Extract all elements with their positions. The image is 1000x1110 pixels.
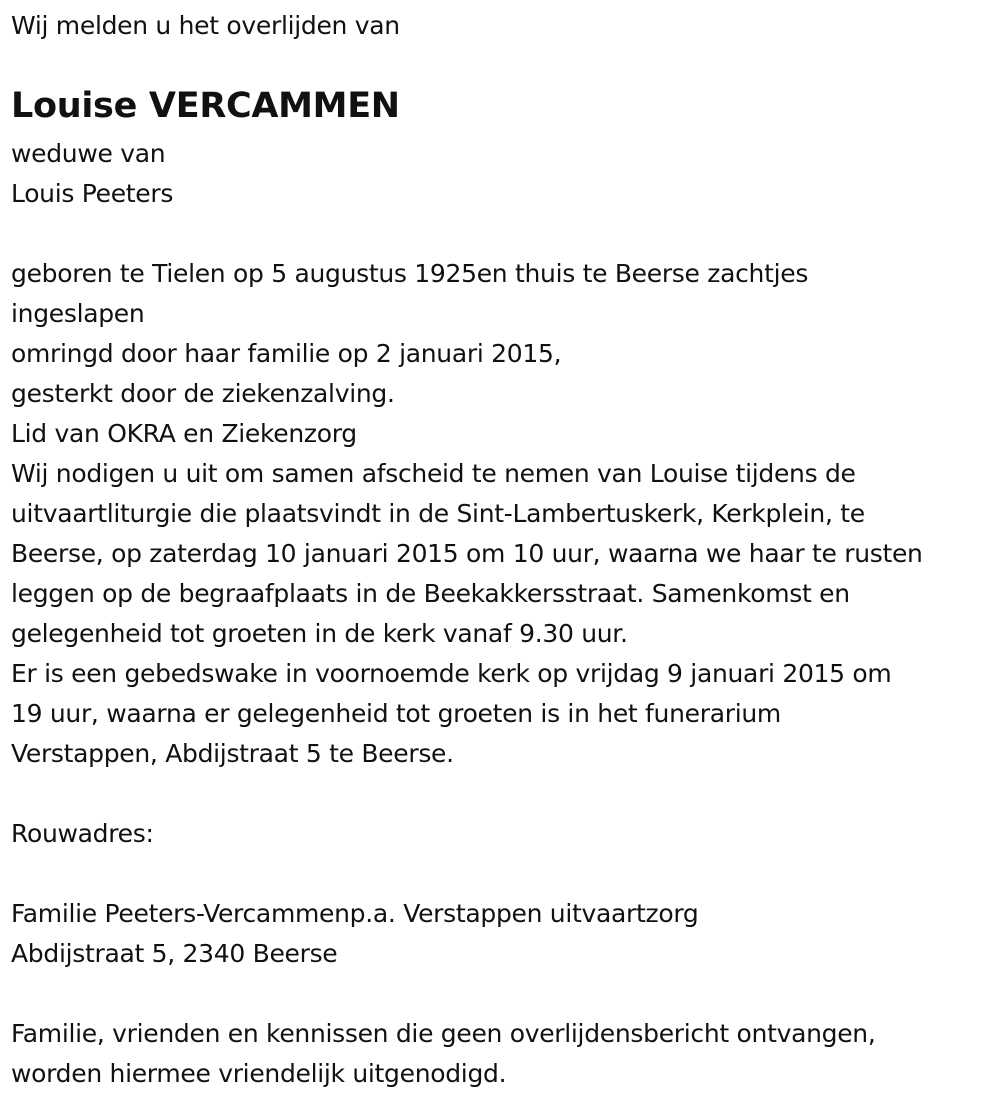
spouse-line: weduwe van xyxy=(11,139,166,168)
body-line: Er is een gebedswake in voornoemde kerk op vrijdag 9 januari 2015 om xyxy=(11,659,892,688)
closing-line: Familie, vrienden en kennissen die geen overlijdensbericht ontvangen, xyxy=(11,1019,876,1048)
spouse-block xyxy=(11,134,173,214)
body-line: ingeslapen xyxy=(11,299,145,328)
spouse-line: Louis Peeters xyxy=(11,179,174,208)
address-line: Abdijstraat 5, 2340 Beerse xyxy=(11,939,338,968)
closing-line: worden hiermee vriendelijk uitgenodigd. xyxy=(11,1059,507,1088)
body-line: geboren te Tielen op 5 augustus 1925en thuis te Beerse zachtjes xyxy=(11,259,809,288)
body-line: 19 uur, waarna er gelegenheid tot groeten is in het funerarium xyxy=(11,699,781,728)
body-line: gelegenheid tot groeten in de kerk vanaf 9.30 uur. xyxy=(11,619,628,648)
body-line: Wij nodigen u uit om samen afscheid te nemen van Louise tijdens de xyxy=(11,459,856,488)
address-line: Familie Peeters-Vercammenp.a. Verstappen uitvaartzorg xyxy=(11,899,699,928)
body-line: Beerse, op zaterdag 10 januari 2015 om 10 uur, waarna we haar te rusten xyxy=(11,539,923,568)
closing-text xyxy=(11,1014,875,1094)
body-line: Verstappen, Abdijstraat 5 te Beerse. xyxy=(11,739,454,768)
body-line: gesterkt door de ziekenzalving. xyxy=(11,379,395,408)
address-label: Rouwadres: xyxy=(11,819,154,848)
body-line: leggen op de begraafplaats in de Beekakkersstraat. Samenkomst en xyxy=(11,579,850,608)
notice-body xyxy=(11,254,923,774)
body-line: uitvaartliturgie die plaatsvindt in de Sint-Lambertuskerk, Kerkplein, te xyxy=(11,499,865,528)
deceased-name: Louise VERCAMMEN xyxy=(11,86,400,126)
intro-text: Wij melden u het overlijden van xyxy=(11,11,400,40)
mourning-address xyxy=(11,894,698,974)
body-line: omringd door haar familie op 2 januari 2015, xyxy=(11,339,562,368)
body-line: Lid van OKRA en Ziekenzorg xyxy=(11,419,357,448)
